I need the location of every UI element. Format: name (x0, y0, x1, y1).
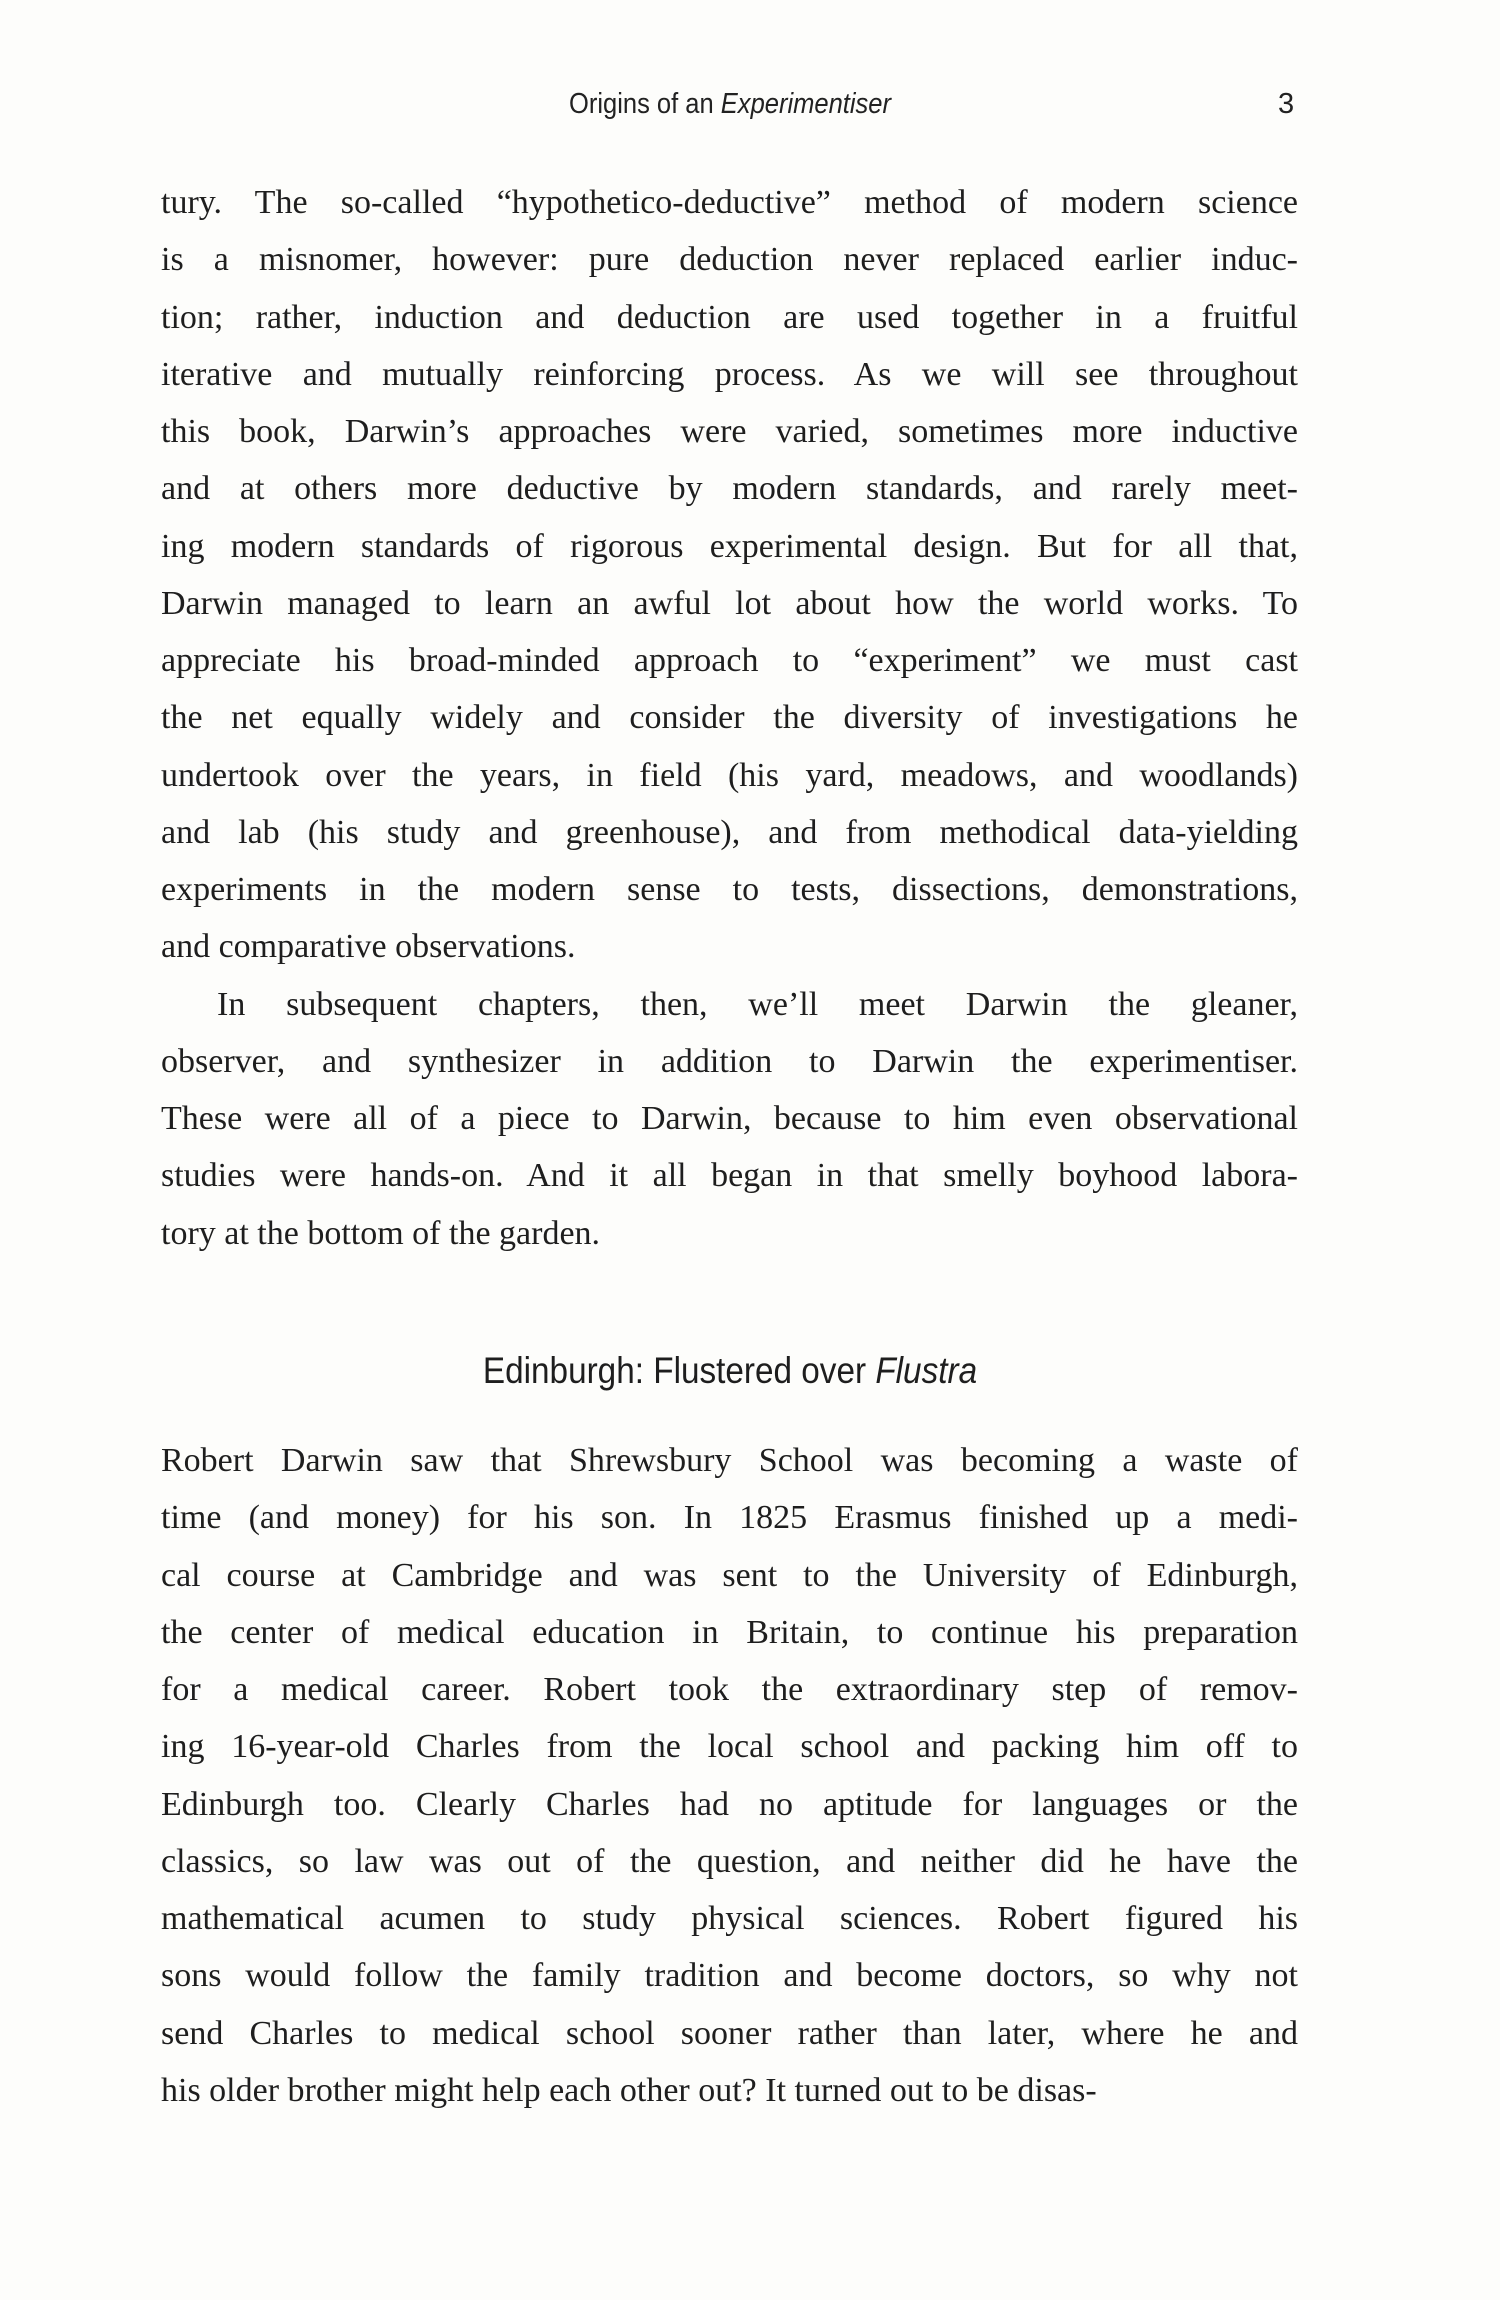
text-line: his older brother might help each other out? It turned out to be disas- (161, 2071, 1097, 2109)
text-line: is a misnomer, however: pure deduction never replaced earlier induc- (161, 241, 1298, 279)
paragraph-1 (161, 174, 1298, 976)
text-line: mathematical acumen to study physical sciences. Robert figured his (161, 1900, 1298, 1937)
section-heading-italic: Flustra (875, 1350, 978, 1391)
section-heading-text: Edinburgh: Flustered over (482, 1350, 876, 1391)
text-line: Edinburgh too. Clearly Charles had no aptitude for languages or the (161, 1785, 1298, 1823)
running-title-italic: Experimentiser (720, 88, 891, 120)
text-line: tury. The so-called “hypothetico-deductive” method of modern science (161, 184, 1298, 221)
text-line: and lab (his study and greenhouse), and from methodical data-yielding (161, 813, 1298, 851)
text-line: sons would follow the family tradition and become doctors, so why not (161, 1957, 1298, 1995)
text-line: tion; rather, induction and deduction are used together in a fruitful (161, 298, 1298, 336)
text-line: Robert Darwin saw that Shrewsbury School was becoming a waste of (161, 1442, 1298, 1479)
text-line: observer, and synthesizer in addition to Darwin the experimentiser. (161, 1042, 1298, 1080)
text-line: undertook over the years, in field (his yard, meadows, and woodlands) (161, 756, 1298, 794)
text-line: the center of medical education in Britain, to continue his preparation (161, 1613, 1298, 1651)
running-header (88, 88, 1373, 121)
text-line: Darwin managed to learn an awful lot about how the world works. To (161, 584, 1298, 622)
text-line: this book, Darwin’s approaches were varied, sometimes more inductive (161, 413, 1298, 450)
paragraph-2 (161, 976, 1298, 1262)
text-line: appreciate his broad-minded approach to “experiment” we must cast (161, 642, 1298, 679)
text-line: cal course at Cambridge and was sent to the University of Edinburgh, (161, 1556, 1298, 1594)
running-title: Origins of an (569, 88, 721, 120)
text-line: In subsequent chapters, then, we’ll meet Darwin the gleaner, (217, 985, 1298, 1023)
text-line: ing 16-year-old Charles from the local school and packing him off to (161, 1728, 1298, 1766)
body-text-top (161, 174, 1298, 1262)
text-line: iterative and mutually reinforcing process. As we will see throughout (161, 355, 1298, 393)
text-line: time (and money) for his son. In 1825 Erasmus finished up a medi- (161, 1499, 1298, 1537)
text-line: studies were hands-on. And it all began in that smelly boyhood labora- (161, 1157, 1298, 1195)
text-line: send Charles to medical school sooner rather than later, where he and (161, 2014, 1298, 2052)
text-line: classics, so law was out of the question, and neither did he have the (161, 1842, 1298, 1880)
text-line: ing modern standards of rigorous experimental design. But for all that, (161, 527, 1298, 565)
text-line: and at others more deductive by modern standards, and rarely meet- (161, 470, 1298, 508)
page-number: 3 (1278, 88, 1295, 120)
text-line: experiments in the modern sense to tests, dissections, demonstrations, (161, 871, 1298, 908)
body-text-section (161, 1432, 1298, 2119)
text-line: These were all of a piece to Darwin, because to him even observational (161, 1100, 1298, 1137)
text-line: tory at the bottom of the garden. (161, 1214, 601, 1252)
text-line: for a medical career. Robert took the extraordinary step of remov- (161, 1671, 1298, 1708)
paragraph-3 (161, 1432, 1298, 2119)
text-line: the net equally widely and consider the diversity of investigations he (161, 699, 1298, 737)
section-heading (73, 1350, 1387, 1392)
text-line: and comparative observations. (161, 928, 576, 966)
